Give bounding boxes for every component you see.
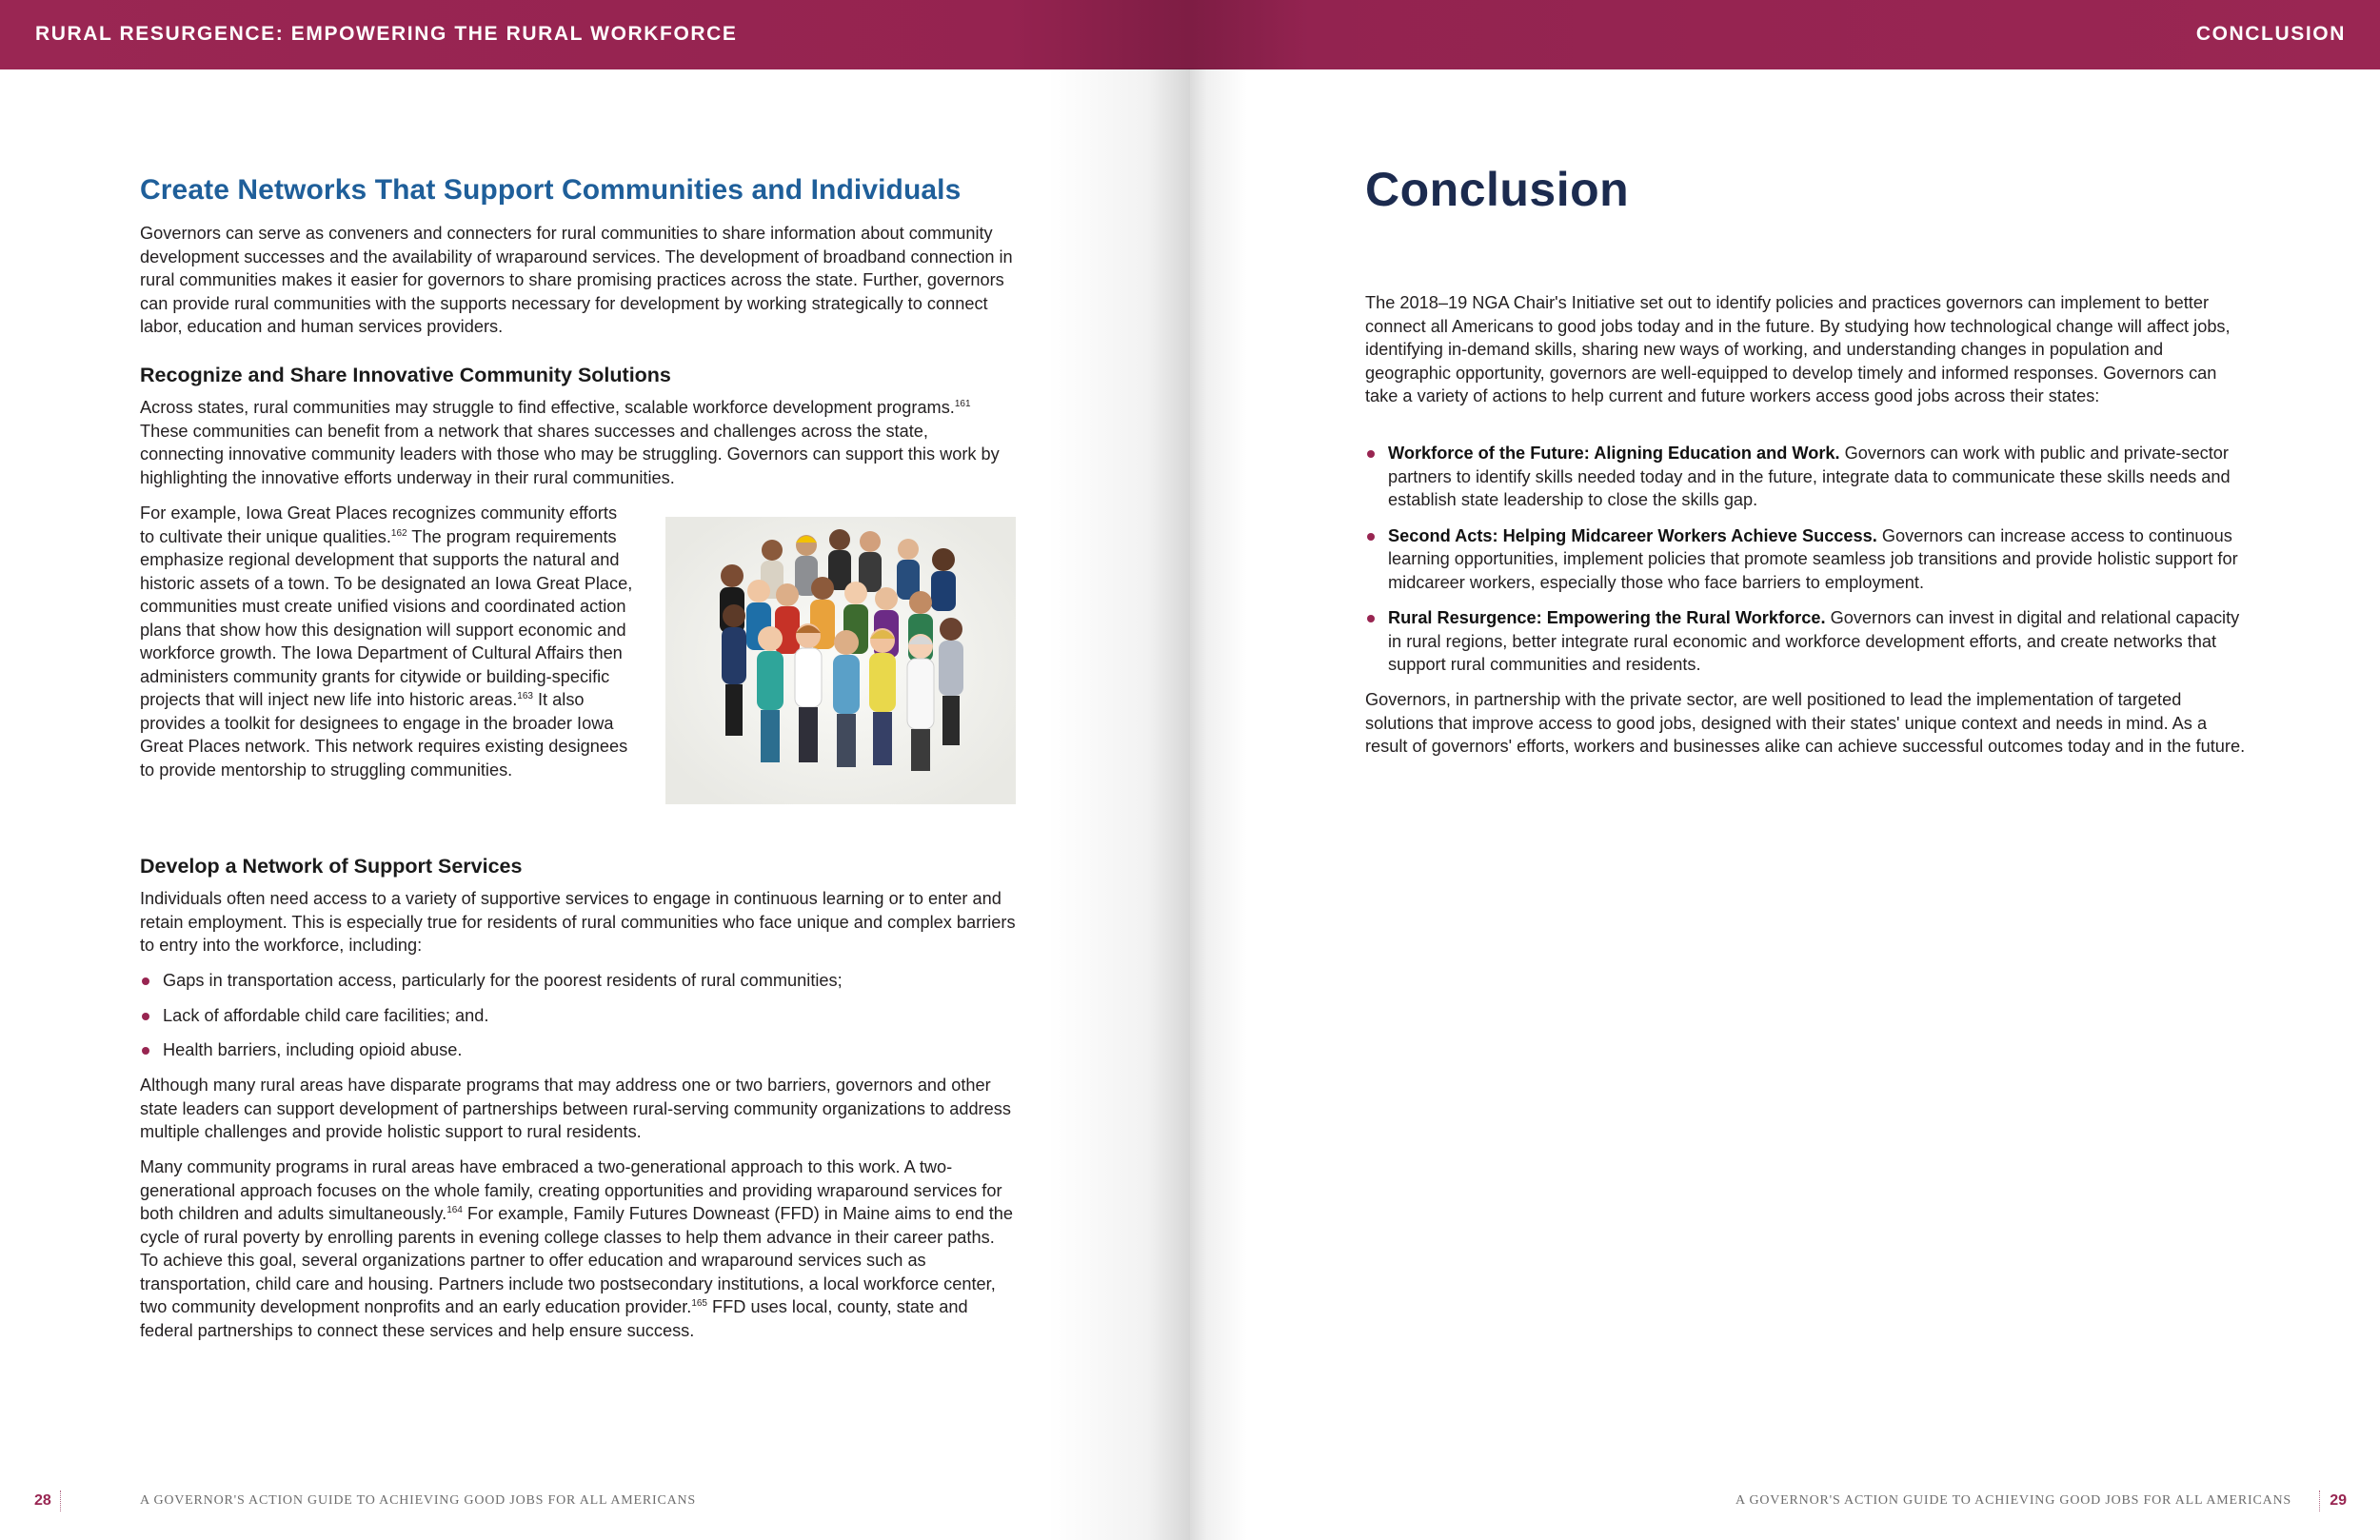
text-run: The program requirements emphasize regional development that supports the natural and historic assets of a town. To be designated an Iowa Great Place, communities must create unified visions and coordinated action plans that show how this designation will support economic and workforce growth. The Iowa Department of Cultural Affairs then administers community grants for citywide or building-specific projects that will inject new life into historic areas. <box>140 526 633 709</box>
text-run: It also provides a toolkit for designees to engage in the broader Iowa Great Places network. This network requires existing designees to provide mentorship to struggling communities. <box>140 690 628 780</box>
endnote-ref: 161 <box>954 398 971 409</box>
list-item-text: Governors can work with public and private-sector partners to identify skills needed today and in the future, integrate data to communicate these skills needs and establish state leadership to close the skills gap. <box>1388 444 2231 509</box>
bullet-icon <box>142 977 149 985</box>
list-item <box>140 1038 1016 1062</box>
conclusion-intro: The 2018–19 NGA Chair's Initiative set out to identify policies and practices governors can implement to better connect all Americans to good jobs today and in the future. By studying how technological change will affect jobs, identifying in-demand skills, sharing new ways of working, and understanding changes in population and geographic opportunity, governors are well-equipped to develop timely and informed responses. Governors can take a variety of actions to help current and future workers access good jobs across their states: <box>1365 293 2231 405</box>
two-generational-paragraph <box>140 1155 1016 1342</box>
gutter-shadow-right <box>1190 69 1247 1540</box>
section-title: Create Networks That Support Communities and Individuals <box>140 174 962 206</box>
right-page <box>1190 0 2380 1540</box>
text-run: For example, Family Futures Downeast (FFD) in Maine aims to end the cycle of rural poverty by enrolling parents in evening college classes to help them advance in their career paths. To achieve this goal, several organizations partner to offer education and wraparound services such as transportation, child care and housing. Partners include two postsecondary institutions, a local workforce center, two community development nonprofits and an early education provider. <box>140 1204 1014 1316</box>
list-item <box>1365 524 2251 595</box>
community-solutions-paragraph <box>140 396 1016 489</box>
page-title: Conclusion <box>1365 163 1630 216</box>
endnote-ref: 165 <box>691 1297 707 1309</box>
page-number-left: 28 <box>34 1492 51 1509</box>
list-item-heading: Second Acts: Helping Midcareer Workers Achieve Success. <box>1388 525 1877 545</box>
endnote-ref: 163 <box>517 690 533 701</box>
endnote-ref: 164 <box>446 1204 463 1215</box>
diverse-workers-group-photo <box>665 517 1016 804</box>
actions-list <box>1365 442 2251 689</box>
header-bar-right <box>1190 0 2380 69</box>
text-run: For example, Iowa Great Places recognizes community efforts to cultivate their unique qualities. <box>140 503 618 546</box>
text-run: Across states, rural communities may struggle to find effective, scalable workforce development programs. <box>140 398 955 417</box>
text-run: FFD uses local, county, state and federal partnerships to connect these services and help ensure success. <box>140 1297 968 1340</box>
list-item-text: Gaps in transportation access, particularly for the poorest residents of rural communities; <box>163 971 843 990</box>
list-item <box>1365 442 2251 512</box>
text-run: Many community programs in rural areas have embraced a two-generational approach to this work. A two-generational approach focuses on the whole family, creating opportunities and providing wraparound services for both children and adults simultaneously. <box>140 1157 1002 1223</box>
list-item-text: Health barriers, including opioid abuse. <box>163 1040 463 1059</box>
list-item-heading: Rural Resurgence: Empowering the Rural Workforce. <box>1388 608 1826 627</box>
header-bar-left <box>0 0 1190 69</box>
bullet-icon <box>142 1047 149 1055</box>
bullet-icon <box>1367 533 1375 541</box>
subheading-community-solutions: Recognize and Share Innovative Community Solutions <box>140 364 671 386</box>
list-item-heading: Workforce of the Future: Aligning Education and Work. <box>1388 444 1840 463</box>
conclusion-closing: Governors, in partnership with the private sector, are well positioned to lead the implementation of targeted solutions that improve access to good jobs, designed with their states' unique context and needs in mind. As a result of governors' efforts, workers and businesses alike can achieve successful outcomes today and in the future. <box>1365 690 2246 756</box>
running-header-right: CONCLUSION <box>2195 23 2346 45</box>
intro-paragraph: Governors can serve as conveners and connecters for rural communities to share information about community development successes and the availability of wraparound services. The development of broadband connection in rural communities makes it easier for governors to share promising practices across the state. Further, governors can provide rural communities with the supports necessary for development by working strategically to connect labor, education and human services providers. <box>140 224 1013 336</box>
list-item <box>1365 606 2251 677</box>
list-item-text: Governors can increase access to continuous learning opportunities, implement policies that promote seamless job transitions and provide holistic support for midcareer workers, especially those who face barriers to employment. <box>1388 525 2238 592</box>
barriers-list <box>140 969 1016 1074</box>
list-item <box>140 1004 1016 1028</box>
bullet-icon <box>1367 450 1375 458</box>
iowa-great-places-paragraph <box>140 502 635 781</box>
people-illustration <box>665 517 1016 804</box>
list-item <box>140 969 1016 993</box>
support-services-paragraph: Individuals often need access to a variety of supportive services to engage in continuous learning or to enter and retain employment. This is especially true for residents of rural communities who face unique and complex barriers to entry into the workforce, including: <box>140 889 1016 955</box>
footer-divider-right <box>2319 1491 2320 1511</box>
running-header-left: RURAL RESURGENCE: EMPOWERING THE RURAL WORKFORCE <box>35 23 738 45</box>
page-number-right: 29 <box>2330 1492 2347 1509</box>
endnote-ref: 162 <box>390 527 407 539</box>
subheading-support-services: Develop a Network of Support Services <box>140 855 523 878</box>
gutter-shadow-left <box>1047 69 1190 1540</box>
footer-divider-left <box>60 1491 61 1511</box>
text-run: These communities can benefit from a network that shares successes and challenges across the state, connecting innovative community leaders with those who may be struggling. Governors can support this work by highlighting the innovative efforts underway in their rural communities. <box>140 421 1000 487</box>
partnerships-paragraph: Although many rural areas have disparate programs that may address one or two barriers, governors and other state leaders can support development of partnerships between rural-serving community organizations to address multiple challenges and provide holistic support to rural residents. <box>140 1076 1011 1141</box>
bullet-icon <box>142 1013 149 1020</box>
list-item-text: Governors can invest in digital and relational capacity in rural regions, better integrate rural economic and workforce development efforts, and create networks that support rural communities and residents. <box>1388 608 2240 674</box>
footer-title-left: A GOVERNOR'S ACTION GUIDE TO ACHIEVING GOOD JOBS FOR ALL AMERICANS <box>140 1493 696 1508</box>
footer-title-right: A GOVERNOR'S ACTION GUIDE TO ACHIEVING GOOD JOBS FOR ALL AMERICANS <box>1735 1493 2291 1508</box>
bullet-icon <box>1367 615 1375 622</box>
list-item-text: Lack of affordable child care facilities; and. <box>163 1005 489 1025</box>
